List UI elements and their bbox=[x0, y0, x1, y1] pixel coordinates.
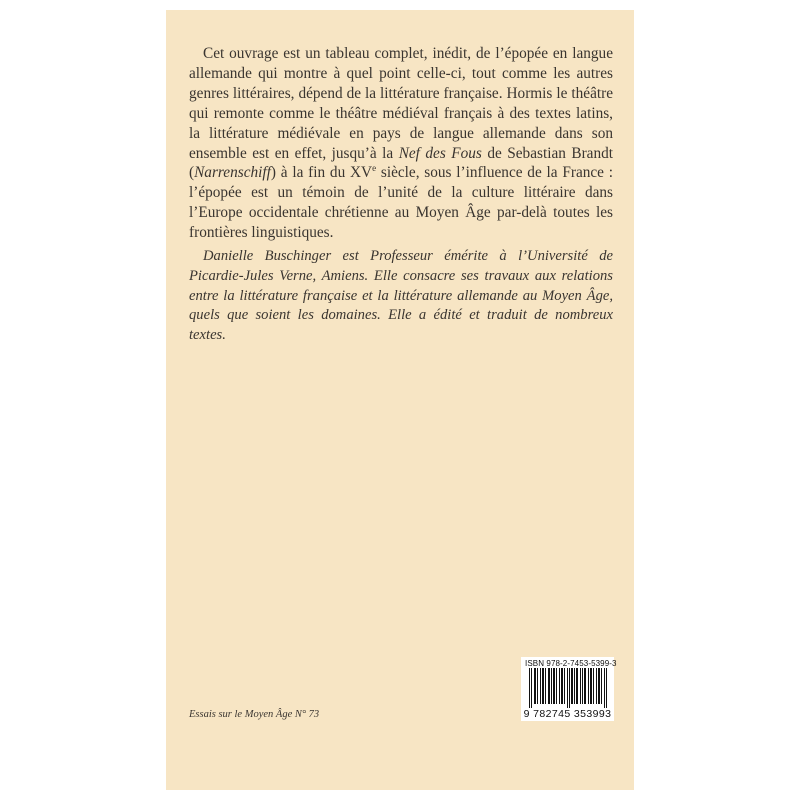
barcode-bars bbox=[521, 668, 614, 708]
barcode bbox=[521, 657, 617, 721]
barcode-digits: 9 782745 353993 bbox=[523, 708, 612, 720]
blurb-text-1: Cet ouvrage est un tableau complet, inédit, de l’épopée en langue allemande qui montre à quel point celle-ci, tout comme les autres genres littéraires, dépend de la littérature française. Hormis le théâtre qui remonte comme le théâtre médiéval français à des textes latins, la littérature médiévale en pays de langue allemande dans son ensemble est en effet, jusqu’à la bbox=[189, 45, 613, 162]
blurb-paragraph bbox=[189, 44, 613, 243]
blurb-text-2: de Sebastian Brandt ( bbox=[189, 144, 613, 182]
blurb-text-3: ) à la fin du XV bbox=[270, 164, 373, 182]
nef-des-fous-title: Nef des Fous bbox=[398, 144, 482, 162]
narrenschiff-title: Narrenschiff bbox=[194, 164, 271, 182]
isbn-label: ISBN 978-2-7453-5399-3 bbox=[525, 659, 617, 668]
blurb-text-4: siècle, sous l’influence de la France : l’épopée est un témoin de l’unité de la culture littéraire dans l’Europe occidentale chrétienne au Moyen Âge par-delà toutes les frontières linguistiques. bbox=[189, 164, 613, 242]
series-label: Essais sur le Moyen Âge N° 73 bbox=[189, 709, 320, 720]
author-bio: Danielle Buschinger est Professeur émérite à l’Université de Picardie-Jules Verne, Amiens. Elle consacre ses travaux aux relations entre la littérature française et la littérature allemande au Moyen Âge, quels que soient les domaines. Elle a édité et traduit de nombreux textes. bbox=[189, 248, 613, 344]
century-superscript: e bbox=[372, 163, 377, 174]
